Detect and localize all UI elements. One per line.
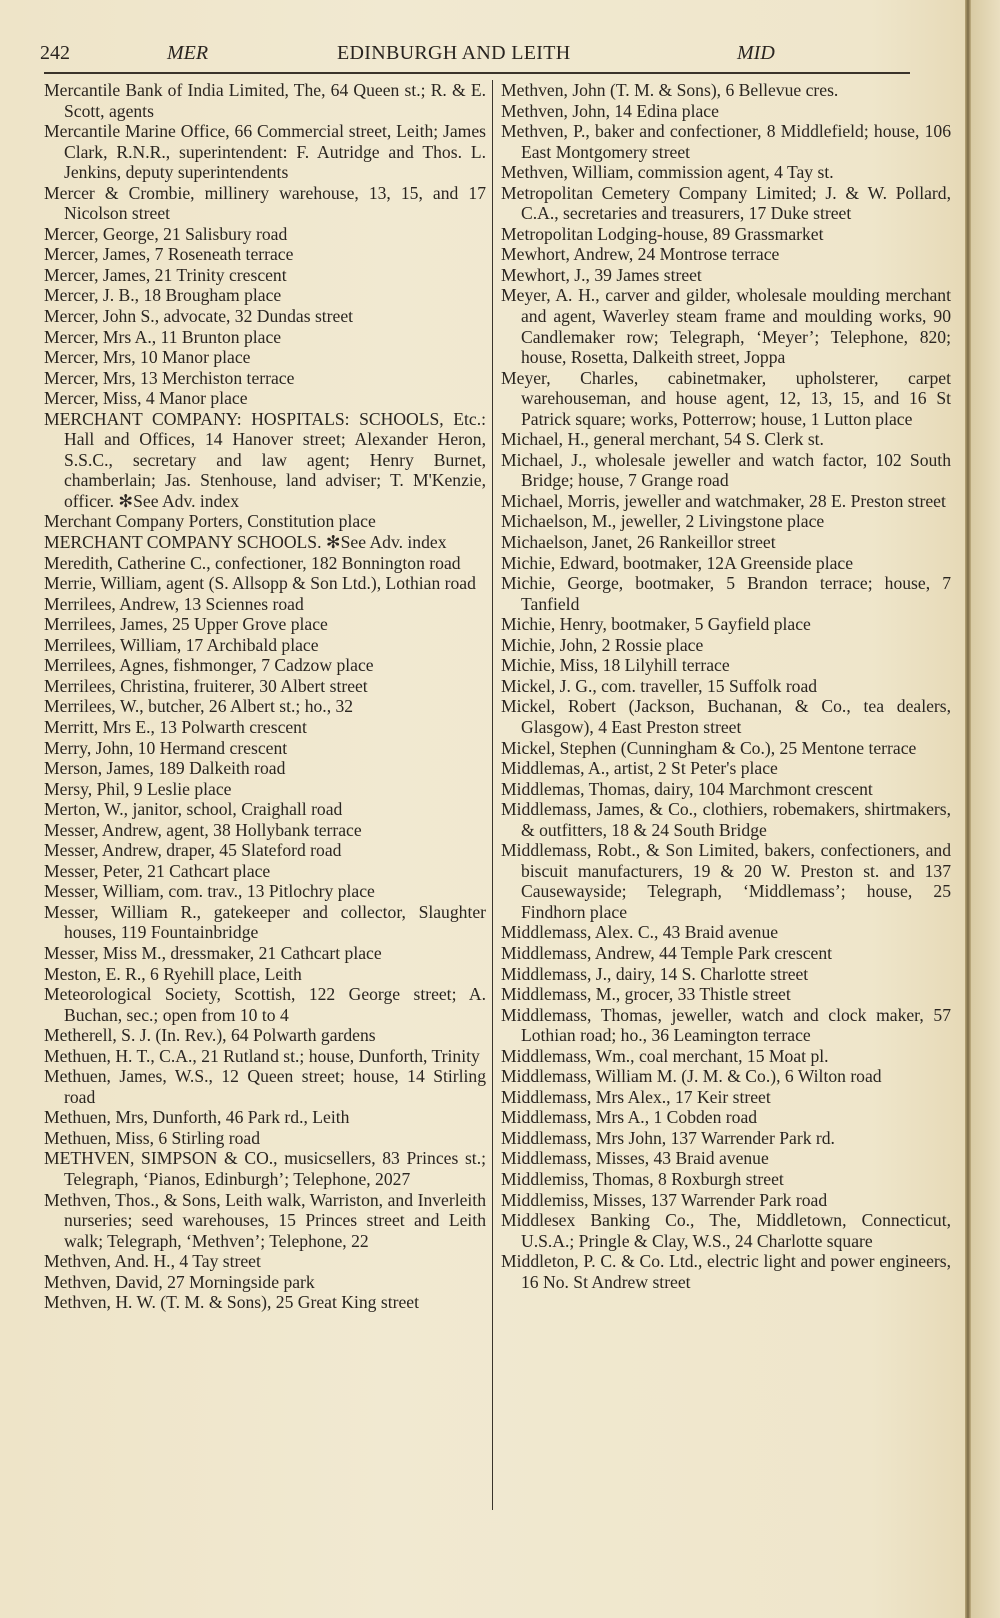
left-guide-word: MER bbox=[167, 42, 209, 64]
page-header bbox=[40, 42, 940, 72]
directory-entry: Mercer, Mrs, 13 Merchiston terrace bbox=[44, 367, 295, 388]
facing-page-edge bbox=[971, 0, 1000, 1618]
directory-entry: Middlemiss, Thomas, 8 Roxburgh street bbox=[501, 1168, 784, 1189]
directory-entry: Michie, Miss, 18 Lilyhill terrace bbox=[501, 655, 730, 676]
directory-entry: Methven, William, commission agent, 4 Tay st. bbox=[501, 162, 834, 183]
directory-entry: Mercer, John S., advocate, 32 Dundas street bbox=[44, 306, 354, 327]
directory-entry: Meyer, Charles, cabinetmaker, upholsterer, carpet warehouseman, and house agent, 12, 13, 15, and 16 St Patrick square; works, Potterrow; house, 1 Lutton place bbox=[501, 367, 951, 429]
directory-entry: Michael, J., wholesale jeweller and watch factor, 102 South Bridge; house, 7 Grange road bbox=[501, 449, 951, 491]
directory-entry: Mercer, Miss, 4 Manor place bbox=[44, 388, 248, 409]
left-column bbox=[44, 80, 486, 1313]
right-column bbox=[501, 80, 951, 1292]
directory-entry: Middlemass, Thomas, jeweller, watch and clock maker, 57 Lothian road; ho., 36 Leamington terrace bbox=[501, 1004, 951, 1046]
directory-entry: Middlemass, J., dairy, 14 S. Charlotte street bbox=[501, 963, 809, 984]
directory-entry: Middlemass, M., grocer, 33 Thistle street bbox=[501, 984, 791, 1005]
directory-entry: Mercantile Bank of India Limited, The, 64 Queen st.; R. & E. Scott, agents bbox=[44, 80, 486, 121]
directory-entry: Merrie, William, agent (S. Allsopp & Son Ltd.), Lothian road bbox=[44, 573, 476, 594]
page-number: 242 bbox=[40, 42, 70, 64]
directory-entry: Michie, George, bootmaker, 5 Brandon terrace; house, 7 Tanfield bbox=[501, 573, 951, 614]
directory-entry: Methven, H. W. (T. M. & Sons), 25 Great King street bbox=[44, 1292, 419, 1313]
directory-entry: MERCHANT COMPANY: HOSPITALS: SCHOOLS, Etc.: Hall and Offices, 14 Hanover street; Alexander Heron, S.S.C., secretary and law agent; Henry Burnet, chamberlain; Jas. Stenhouse, land adviser; T. M'Kenzie, officer. ✻See Adv. index bbox=[44, 408, 486, 511]
directory-entry: Merson, James, 189 Dalkeith road bbox=[44, 758, 286, 779]
directory-entry: Michie, John, 2 Rossie place bbox=[501, 634, 704, 655]
directory-entry: Methuen, H. T., C.A., 21 Rutland st.; house, Dunforth, Trinity bbox=[44, 1045, 480, 1066]
directory-entry: Mercer, James, 7 Roseneath terrace bbox=[44, 244, 294, 265]
running-title: EDINBURGH AND LEITH bbox=[337, 42, 571, 64]
directory-entry: Merrilees, Andrew, 13 Sciennes road bbox=[44, 593, 304, 614]
directory-entry: Michaelson, M., jeweller, 2 Livingstone place bbox=[501, 511, 825, 532]
directory-entry: Methven, Thos., & Sons, Leith walk, Warriston, and Inverleith nurseries; seed warehouses, 15 Princes street and Leith walk; Telegraph, ‘Methven’; Telephone, 22 bbox=[44, 1189, 486, 1251]
directory-entry: Middlemass, Mrs Alex., 17 Keir street bbox=[501, 1086, 771, 1107]
column-divider bbox=[492, 80, 493, 1510]
directory-entry: Metropolitan Cemetery Company Limited; J. & W. Pollard, C.A., secretaries and treasurers, 17 Duke street bbox=[501, 182, 951, 224]
directory-entry: Middlemass, Robt., & Son Limited, bakers, confectioners, and biscuit manufacturers, 19 & 20 W. Preston st. and 137 Causewayside; Telegraph, ‘Middlemass’; house, 25 Findhorn place bbox=[501, 840, 951, 922]
directory-entry: Merrilees, W., butcher, 26 Albert st.; ho., 32 bbox=[44, 696, 354, 717]
directory-entry: Middlemass, William M. (J. M. & Co.), 6 Wilton road bbox=[501, 1066, 882, 1087]
directory-entry: Mercer, George, 21 Salisbury road bbox=[44, 223, 288, 244]
directory-entry: Messer, Peter, 21 Cathcart place bbox=[44, 860, 271, 881]
directory-entry: Merrilees, William, 17 Archibald place bbox=[44, 634, 319, 655]
directory-entry: Middlemass, Andrew, 44 Temple Park crescent bbox=[501, 942, 833, 963]
directory-entry: Middlemiss, Misses, 137 Warrender Park road bbox=[501, 1189, 828, 1210]
directory-entry: Mercer, Mrs, 10 Manor place bbox=[44, 347, 251, 368]
directory-entry: Messer, William R., gatekeeper and collector, Slaughter houses, 119 Fountainbridge bbox=[44, 901, 486, 943]
directory-entry: Middlemass, Misses, 43 Braid avenue bbox=[501, 1148, 769, 1169]
directory-entry: Merrilees, James, 25 Upper Grove place bbox=[44, 614, 328, 635]
directory-entry: Merry, John, 10 Hermand crescent bbox=[44, 737, 288, 758]
directory-entry: Mewhort, Andrew, 24 Montrose terrace bbox=[501, 244, 780, 265]
directory-entry: Middlemass, James, & Co., clothiers, robemakers, shirtmakers, & outfitters, 18 & 24 South Bridge bbox=[501, 799, 951, 840]
directory-entry: MERCHANT COMPANY SCHOOLS. ✻See Adv. index bbox=[44, 532, 447, 553]
directory-entry: Merton, W., janitor, school, Craighall road bbox=[44, 799, 343, 820]
directory-entry: Mercer, J. B., 18 Brougham place bbox=[44, 285, 282, 306]
directory-entry: Middlemas, Thomas, dairy, 104 Marchmont crescent bbox=[501, 778, 873, 799]
directory-entry: Methven, John (T. M. & Sons), 6 Bellevue cres. bbox=[501, 80, 839, 100]
directory-entry: Meston, E. R., 6 Ryehill place, Leith bbox=[44, 963, 302, 984]
directory-entry: Michael, Morris, jeweller and watchmaker, 28 E. Preston street bbox=[501, 490, 946, 511]
directory-entry: Meteorological Society, Scottish, 122 George street; A. Buchan, sec.; open from 10 to 4 bbox=[44, 984, 486, 1025]
directory-entry: Messer, William, com. trav., 13 Pitlochry place bbox=[44, 881, 375, 902]
directory-entry: Metropolitan Lodging-house, 89 Grassmarket bbox=[501, 223, 824, 244]
directory-entry: Mercantile Marine Office, 66 Commercial street, Leith; James Clark, R.N.R., superintendent: F. Autridge and Thos. L. Jenkins, deputy superintendents bbox=[44, 121, 486, 183]
directory-entry: Meyer, A. H., carver and gilder, wholesale moulding merchant and agent, Waverley steam frame and moulding works, 90 Candlemaker row; Telegraph, ‘Meyer’; Telephone, 820; house, Rosetta, Dalkeith street, Joppa bbox=[501, 285, 951, 368]
directory-entry: Methven, John, 14 Edina place bbox=[501, 100, 719, 121]
directory-entry: Messer, Miss M., dressmaker, 21 Cathcart place bbox=[44, 942, 382, 963]
directory-entry: Middleton, P. C. & Co. Ltd., electric light and power engineers, 16 No. St Andrew street bbox=[501, 1251, 951, 1292]
directory-entry: Middlesex Banking Co., The, Middletown, Connecticut, U.S.A.; Pringle & Clay, W.S., 24 Charlotte square bbox=[501, 1210, 951, 1251]
directory-entry: Mewhort, J., 39 James street bbox=[501, 264, 702, 285]
directory-entry: Messer, Andrew, agent, 38 Hollybank terrace bbox=[44, 819, 362, 840]
directory-entry: Merrilees, Agnes, fishmonger, 7 Cadzow place bbox=[44, 655, 374, 676]
directory-entry: Mercer, James, 21 Trinity crescent bbox=[44, 264, 287, 285]
directory-entry: Michie, Edward, bootmaker, 12A Greenside place bbox=[501, 552, 854, 573]
directory-entry: Merritt, Mrs E., 13 Polwarth crescent bbox=[44, 716, 307, 737]
directory-entry: Mercer, Mrs A., 11 Brunton place bbox=[44, 326, 282, 347]
directory-entry: Methven, David, 27 Morningside park bbox=[44, 1271, 315, 1292]
directory-entry: Metherell, S. J. (In. Rev.), 64 Polwarth gardens bbox=[44, 1025, 376, 1046]
directory-entry: METHVEN, SIMPSON & CO., musicsellers, 83 Princes st.; Telegraph, ‘Pianos, Edinburgh’; Telephone, 2027 bbox=[44, 1148, 486, 1189]
directory-entry: Methuen, Mrs, Dunforth, 46 Park rd., Leith bbox=[44, 1107, 350, 1128]
directory-entry: Middlemass, Wm., coal merchant, 15 Moat pl. bbox=[501, 1045, 829, 1066]
directory-entry: Mersy, Phil, 9 Leslie place bbox=[44, 778, 232, 799]
header-rule bbox=[44, 72, 910, 74]
right-guide-word: MID bbox=[737, 42, 775, 64]
directory-entry: Middlemass, Mrs John, 137 Warrender Park rd. bbox=[501, 1127, 835, 1148]
directory-entry: Middlemass, Mrs A., 1 Cobden road bbox=[501, 1107, 758, 1128]
directory-entry: Methuen, James, W.S., 12 Queen street; house, 14 Stirling road bbox=[44, 1066, 486, 1107]
directory-entry: Methven, P., baker and confectioner, 8 Middlefield; house, 106 East Montgomery street bbox=[501, 121, 951, 162]
directory-entry: Methuen, Miss, 6 Stirling road bbox=[44, 1127, 261, 1148]
directory-entry: Merrilees, Christina, fruiterer, 30 Albert street bbox=[44, 675, 368, 696]
directory-entry: Michaelson, Janet, 26 Rankeillor street bbox=[501, 532, 776, 553]
directory-entry: Michael, H., general merchant, 54 S. Clerk st. bbox=[501, 429, 824, 450]
directory-entry: Mickel, Robert (Jackson, Buchanan, & Co., tea dealers, Glasgow), 4 East Preston street bbox=[501, 696, 951, 737]
directory-entry: Mickel, Stephen (Cunningham & Co.), 25 Mentone terrace bbox=[501, 737, 917, 758]
directory-entry: Messer, Andrew, draper, 45 Slateford road bbox=[44, 840, 342, 861]
directory-entry: Middlemass, Alex. C., 43 Braid avenue bbox=[501, 922, 779, 943]
directory-entry: Methven, And. H., 4 Tay street bbox=[44, 1251, 261, 1272]
directory-entry: Mercer & Crombie, millinery warehouse, 13, 15, and 17 Nicolson street bbox=[44, 182, 486, 224]
directory-entry: Merchant Company Porters, Constitution place bbox=[44, 511, 376, 532]
directory-entry: Mickel, J. G., com. traveller, 15 Suffolk road bbox=[501, 675, 818, 696]
directory-entry: Michie, Henry, bootmaker, 5 Gayfield place bbox=[501, 614, 811, 635]
directory-entry: Middlemas, A., artist, 2 St Peter's place bbox=[501, 758, 778, 779]
directory-entry: Meredith, Catherine C., confectioner, 182 Bonnington road bbox=[44, 552, 461, 573]
